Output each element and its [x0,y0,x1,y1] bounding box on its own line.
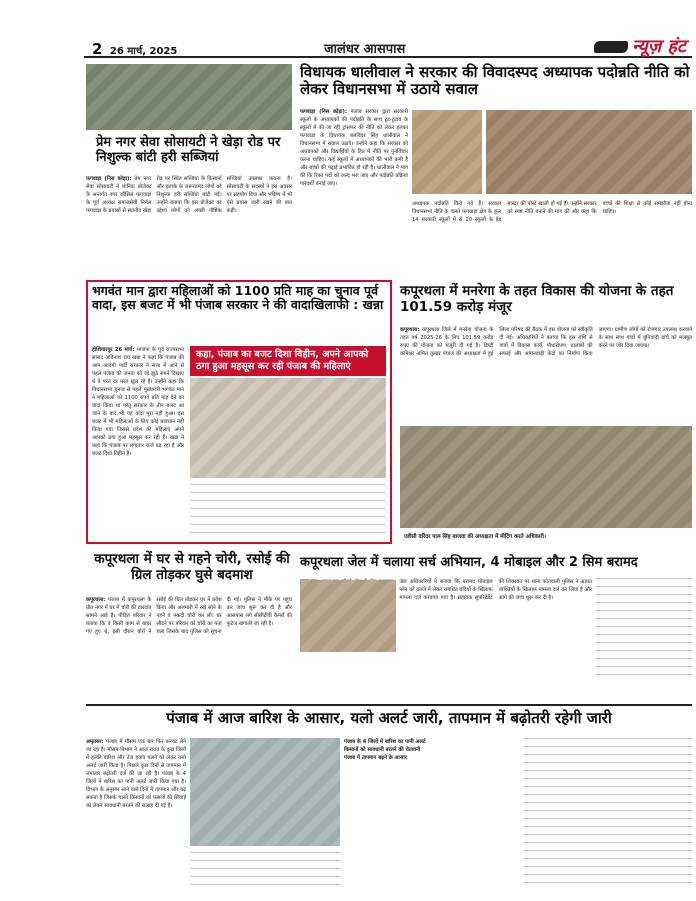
story2-dateline: फगवाड़ा (निस कोड़ा): [300,109,347,115]
story3-body-left [92,346,184,538]
story6-headline: कपूरथला जेल में चलाया सर्च अभियान, 4 मोबाइल और 2 सिम बरामद [300,555,638,570]
story7-subhead1: पंजाब के 4 जिलों में बारिश का पानी अलर्ट [344,739,426,745]
story3-photo [190,378,386,478]
story7-photo [190,738,340,846]
story6-text: जेल अधिकारियों ने बताया कि बरामद मोबाइल फोन को कब्जे में लेकर संबंधित बंदियों के खिलाफ मामला दर्ज करवाया गया है। सहायक सुपरिटेंडेंट की शिकायत पर थाना कोतवाली पुलिस ने अज्ञात व्यक्तियों के खिलाफ मामला दर्ज कर लिया है और आगे की जांच शुरू कर दी है। [399,579,592,601]
story2-text: पंजाब सरकार द्वारा सरकारी स्कूलों के अध्यापकों की पदोन्नति के साथ टूट-टूटाव के स्कूलों में की जा रही ट्रांसफर की नीति को लेकर हलका फगवाड़ा के विधायक बलविंदर सिंह धालीवाल ने विधानसभा में सवाल उठाये। उन्होंने कहा कि सरकार को अध्यापकों और विद्यार्थियों के हित में नीति पर पुनर्विचार करना चाहिए। कई स्कूलों में अध्यापकों की भारी कमी है और बच्चों की पढ़ाई प्रभावित हो रही है। धालीवाल ने मांग की कि रिक्त पदों को जल्द भरा जाए और पदोन्नति प्रक्रिया पारदर्शी बनाई जाए। [300,109,408,187]
story7-body-right [524,738,692,888]
page-number: 2 [92,40,103,58]
story5-text: पंजाब में कपूरथला के प्रीत नगर में घर में चोरी की वारदात सामने आई है। पीड़ित परिवार ने बताया कि वे किसी काम से बाहर गए हुए थे, इसी दौरान चोरों ने रसोई की ग्रिल तोड़कर घर में प्रवेश किया और अलमारी में रखे सोने के गहने व नकदी चोरी कर ली। घर लौटने पर परिवार को चोरी का पता चला जिसके बाद पुलिस को सूचना दी गई। पुलिस ने मौके पर पहुंच कर जांच शुरू कर दी है और आसपास लगे सीसीटीवी कैमरों की फुटेज खंगाली जा रही है। [86,597,292,635]
brand-bird-icon [594,41,628,53]
story5-headline: कपूरथला में घर से गहने चोरी, रसोई की ग्रिल तोड़कर घुसे बदमाश [94,551,290,583]
story1-body [86,175,292,275]
section-title: जालंधर आसपास [324,42,406,57]
issue-date: 26 मार्च, 2025 [109,46,178,57]
story7-dateline: अमृतसर: [86,739,104,745]
story1-headline: प्रेम नगर सेवा सोसायटी ने खेड़ा रोड पर निशुल्क बांटी हरी सब्जियां [96,135,281,165]
story5-dateline: कपूरथला: [86,597,106,603]
story3-body-right [190,484,386,538]
story5-body [86,596,292,700]
story1-text: प्रेम नगर सेवा सोसायटी ने मानिक प्रोजेक्ट के अन्तर्गत नगर कौंसिल फगवाड़ा के पूर्व अध्यक्ष समाजसेवी निर्मल फगवाड़ा के प्रयासों से स्थानीय खेड़ा रोड पर स्थित सब्जियां के किसानों और इलाके के जरूरतमंद लोगों को निशुल्क हरी सब्जियां बांटी गईं। उन्होंने बताया कि इस प्रोजेक्ट का उद्देश्य लोगों को अच्छी पौष्टिक सब्जियां उपलब्ध कराना है। सोसायटी के सदस्यों ने इस अवसर पर सहयोग दिया और भविष्य में भी ऐसे प्रयास जारी रखने की बात कही। [86,176,292,214]
story7-headline: पंजाब में आज बारिश के आसार, यलो अलर्ट जारी, तापमान में बढ़ोतरी रहेगी जारी [166,709,612,727]
story3-subhead: कहा, पंजाब का बजट दिशा विहीन, अपने आपको ठगा हुआ महसूस कर रही पंजाब की महिलाएं [190,346,386,376]
story3-text: भाजपा के पूर्व राज्यसभा सांसद अविनाश राय खन्ना ने कहा कि पंजाब की आम आदमी पार्टी सरकार ने सत्ता में आने से पहले पंजाब की जनता को जो झूठे सपने दिखाए थे वे परत दर परत खुल रहे हैं। उन्होंने कहा कि विधानसभा चुनाव से पहले मुख्यमंत्री भगवंत मान ने महिलाओं को 1100 रुपये प्रति माह देने का वादा किया था परंतु सरकार के तीन बजट आ जाने के बाद भी यह वादा पूरा नहीं हुआ। इस बजट में भी महिलाओं के लिए कोई प्रावधान नहीं किया गया जिससे प्रदेश की महिलाएं अपने आपको ठगा हुआ महसूस कर रही हैं। खन्ना ने कहा कि पंजाब पर लगातार कर्ज बढ़ रहा है और बजट दिशा विहीन है। [92,347,184,457]
story7-subhead2: किसानों को सावधानी बरतने की चेतावनी [344,747,421,753]
story2-body [300,108,408,218]
story7-subhead3: पंजाब में तापमान बढ़ने के आसार [344,755,407,761]
brand-logo [594,34,686,58]
story7-body-under-photo [190,852,340,888]
story2-mla-photo [412,110,482,194]
story2-assembly-photo [486,110,692,194]
story7-text: पंजाब में मौसम एक बार फिर करवट लेने जा रहा है। मौसम विभाग ने आज राज्य के कुछ जिलों में हल्की बारिश और तेज हवाएं चलने को लेकर यलो अलर्ट जारी किया है। पिछले कुछ दिनों से तापमान में लगातार बढ़ोतरी दर्ज की जा रही है। पंजाब के 4 जिलों में बारिश का पानी अलर्ट जारी किया गया है। विभाग के अनुसार आने वाले दिनों में तापमान और बढ़ सकता है जिसके चलते किसानों को फसलों की सिंचाई को लेकर सावधानी बरतने की सलाह दी गई है। [86,739,186,809]
story4-text: कपूरथला जिले में मनरेगा योजना के तहत वर्ष 2025-26 के लिए 101.59 करोड़ रुपए की योजना को मंजूरी दी गई है। डिप्टी कमिश्नर अमित कुमार पंचाल की अध्यक्षता में हुई जिला परिषद की बैठक में इस योजना को स्वीकृति दी गई। अधिकारियों ने बताया कि इस राशि से गांवों में विकास कार्य, पौधारोपण, तालाबों की सफाई और आंगनवाड़ी केंद्रों का निर्माण किया जाएगा। ग्रामीण लोगों को रोजगार उपलब्ध करवाने के साथ साथ गांवों में बुनियादी ढांचे को मजबूत करने पर जोर दिया जाएगा। [400,327,692,357]
story1-photo [86,64,292,130]
story6-body-right [596,578,692,680]
story2-body-continued [412,200,692,280]
story4-headline: कपूरथला में मनरेगा के तहत विकास की योजना के तहत 101.59 करोड़ मंजूर [400,283,674,315]
story7-body-middle [344,738,520,888]
story4-caption: एडीसी वरिंदर पाल सिंह बाजवा की अध्यक्षता में मीटिंग करते अधिकारी। [404,534,547,540]
story3-dateline: होशियारपुर 26 मार्च: [92,347,135,353]
story7-top-rule [86,704,692,706]
story4-body [400,326,692,422]
story4-dateline: कपूरथला: [400,327,420,333]
brand-name: न्यूज़ हंट [631,36,686,57]
story6-photo [300,580,396,652]
story2-headline: विधायक धालीवाल ने सरकार की विवादस्पद अध्यापक पदोन्नति नीति को लेकर विधानसभा में उठाये सवाल [300,63,690,99]
story4-photo [400,426,692,528]
story7-body-left [86,738,186,888]
masthead-left [92,40,177,58]
story1-dateline: फगवाड़ा (निस कोड़ा): [86,176,132,182]
story3-headline: भगवंत मान द्वारा महिलाओं को 1100 प्रति माह का चुनाव पूर्व वादा, इस बजट में भी पंजाब सरकार ने की वादाखिलाफी : खन्ना [92,283,384,313]
story2-text-2: अध्यापक पदोन्नति किये गये हैं। सरकार विधानसभा नीति के चलते फगवाड़ा क्षेत्र के कुल 14 सरकारी स्कूलों में से 10 स्कूलों के हेड मास्टर की पोस्टें खाली हो गई हैं। उन्होंने सरकार को स्पष्ट नीति बनाने की मांग की और कहा कि बच्चों की शिक्षा से कोई समझौता नहीं होना चाहिए। [412,201,692,223]
masthead [84,38,692,58]
